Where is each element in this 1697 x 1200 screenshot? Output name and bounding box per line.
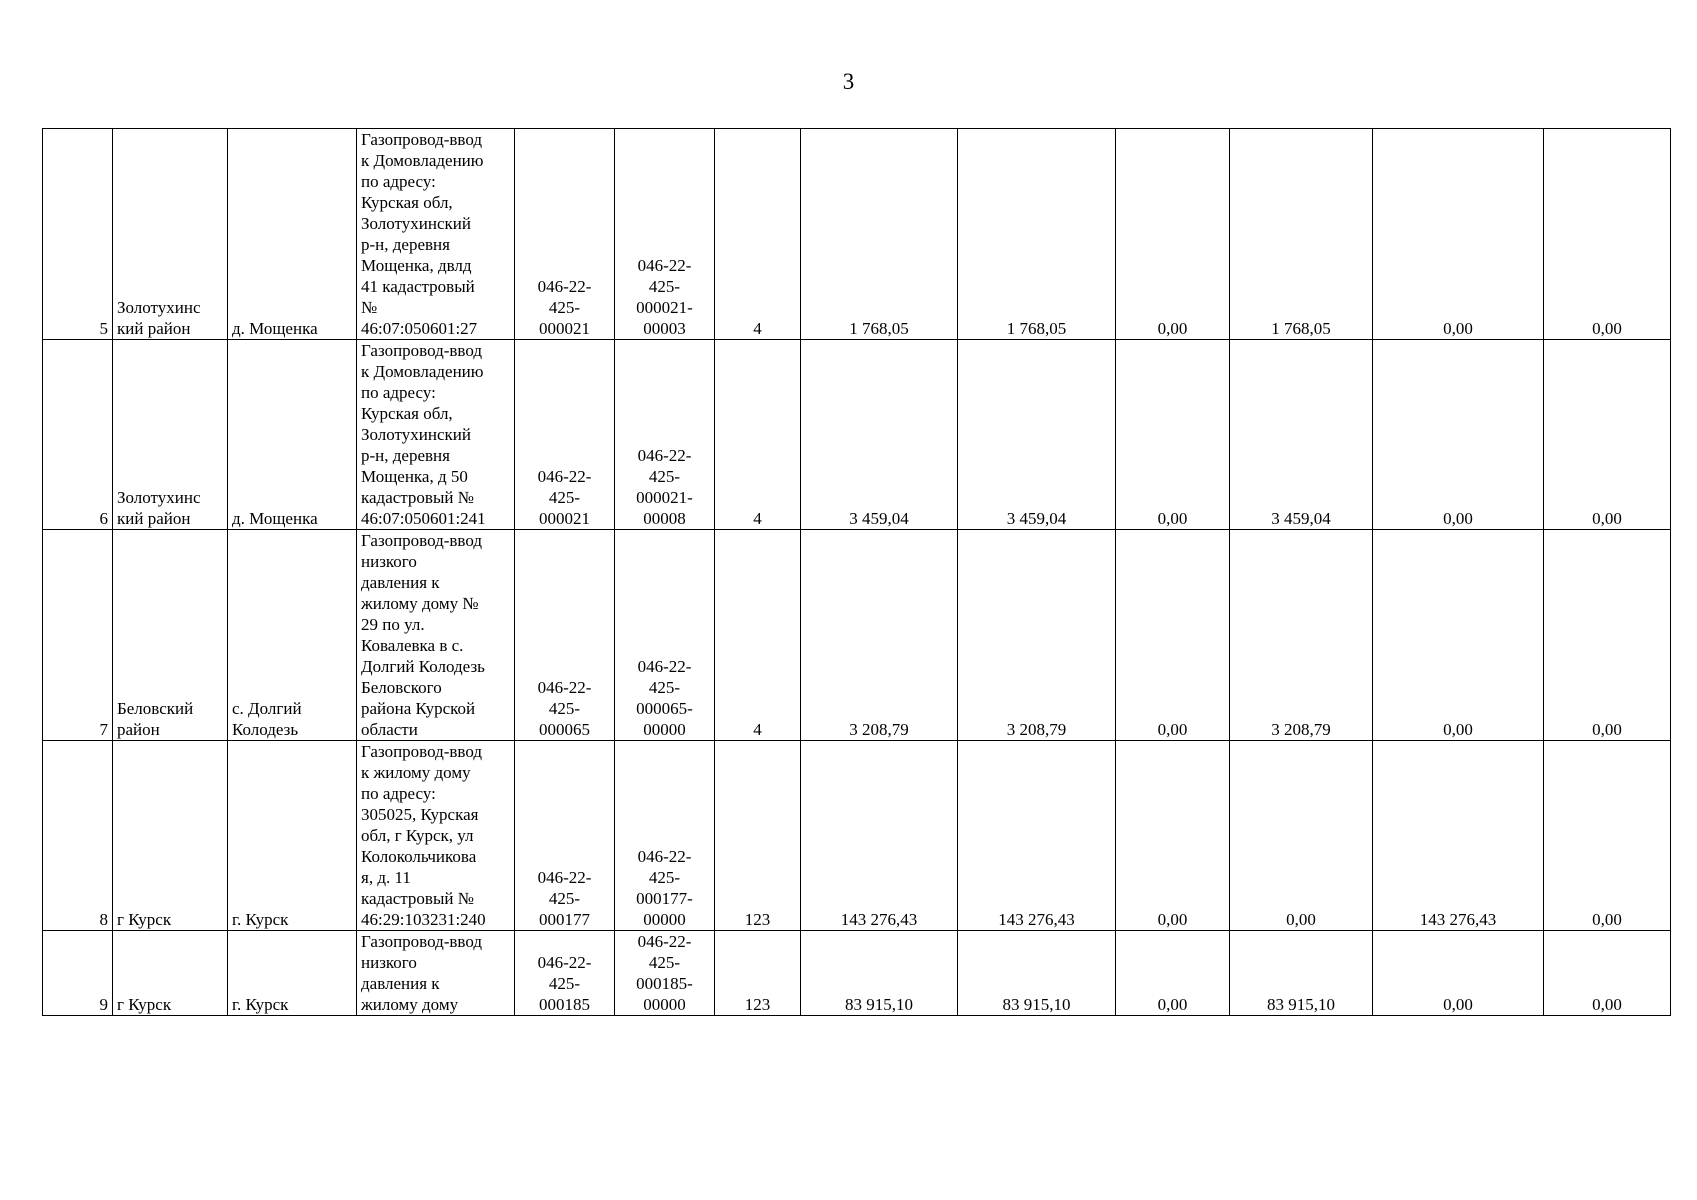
element-code-cell: 046-22- 425- 000177- 00000: [615, 741, 715, 931]
object-code-cell: 046-22- 425- 000185: [515, 931, 615, 1016]
object-name-cell: Газопровод-ввод к Домовладению по адресу: Курская обл, Золотухинский р-н, деревня Мощенка, д 50 кадастровый № 46:07:050601:241: [357, 340, 515, 530]
district-cell: Золотухинс кий район: [113, 340, 228, 530]
value-cell: 83 915,10: [958, 931, 1116, 1016]
value-cell: 3 459,04: [1230, 340, 1373, 530]
element-code-cell: 046-22- 425- 000021- 00008: [615, 340, 715, 530]
value-cell: 4: [715, 530, 801, 741]
object-name-cell: Газопровод-ввод низкого давления к жилому дому: [357, 931, 515, 1016]
value-cell: 0,00: [1116, 340, 1230, 530]
locality-cell: д. Мощенка: [228, 129, 357, 340]
value-cell: 0,00: [1544, 340, 1671, 530]
district-cell: г Курск: [113, 931, 228, 1016]
value-cell: 123: [715, 741, 801, 931]
value-cell: 3 459,04: [801, 340, 958, 530]
value-cell: 0,00: [1544, 741, 1671, 931]
locality-cell: с. Долгий Колодезь: [228, 530, 357, 741]
value-cell: 0,00: [1230, 741, 1373, 931]
row-number: 6: [43, 340, 113, 530]
row-number: 9: [43, 931, 113, 1016]
locality-cell: г. Курск: [228, 931, 357, 1016]
value-cell: 0,00: [1544, 129, 1671, 340]
district-cell: Золотухинс кий район: [113, 129, 228, 340]
table-row: [43, 129, 1671, 340]
value-cell: 0,00: [1373, 931, 1544, 1016]
page-number: 3: [842, 69, 855, 94]
row-number: 5: [43, 129, 113, 340]
value-cell: 0,00: [1373, 340, 1544, 530]
object-code-cell: 046-22- 425- 000021: [515, 129, 615, 340]
object-code-cell: 046-22- 425- 000021: [515, 340, 615, 530]
value-cell: 0,00: [1116, 931, 1230, 1016]
value-cell: 0,00: [1116, 129, 1230, 340]
table-row: [43, 741, 1671, 931]
value-cell: 0,00: [1544, 931, 1671, 1016]
element-code-cell: 046-22- 425- 000185- 00000: [615, 931, 715, 1016]
value-cell: 4: [715, 129, 801, 340]
value-cell: 143 276,43: [801, 741, 958, 931]
value-cell: 0,00: [1116, 741, 1230, 931]
value-cell: 3 208,79: [801, 530, 958, 741]
registry-table: [42, 128, 1671, 1016]
value-cell: 3 208,79: [1230, 530, 1373, 741]
value-cell: 1 768,05: [801, 129, 958, 340]
table-row: [43, 340, 1671, 530]
row-number: 8: [43, 741, 113, 931]
object-name-cell: Газопровод-ввод к жилому дому по адресу: 305025, Курская обл, г Курск, ул Колокольчикова я, д. 11 кадастровый № 46:29:103231:240: [357, 741, 515, 931]
row-number: 7: [43, 530, 113, 741]
element-code-cell: 046-22- 425- 000065- 00000: [615, 530, 715, 741]
value-cell: 3 208,79: [958, 530, 1116, 741]
district-cell: г Курск: [113, 741, 228, 931]
value-cell: 0,00: [1373, 129, 1544, 340]
object-name-cell: Газопровод-ввод к Домовладению по адресу: Курская обл, Золотухинский р-н, деревня Мощенка, двлд 41 кадастровый № 46:07:050601:27: [357, 129, 515, 340]
object-name-cell: Газопровод-ввод низкого давления к жилому дому № 29 по ул. Ковалевка в с. Долгий Колодезь Беловского района Курской области: [357, 530, 515, 741]
value-cell: 0,00: [1373, 530, 1544, 741]
value-cell: 3 459,04: [958, 340, 1116, 530]
value-cell: 143 276,43: [1373, 741, 1544, 931]
value-cell: 123: [715, 931, 801, 1016]
object-code-cell: 046-22- 425- 000065: [515, 530, 615, 741]
table-row: [43, 931, 1671, 1016]
district-cell: Беловский район: [113, 530, 228, 741]
value-cell: 83 915,10: [1230, 931, 1373, 1016]
value-cell: 4: [715, 340, 801, 530]
value-cell: 1 768,05: [1230, 129, 1373, 340]
table-row: [43, 530, 1671, 741]
value-cell: 83 915,10: [801, 931, 958, 1016]
element-code-cell: 046-22- 425- 000021- 00003: [615, 129, 715, 340]
locality-cell: д. Мощенка: [228, 340, 357, 530]
object-code-cell: 046-22- 425- 000177: [515, 741, 615, 931]
value-cell: 0,00: [1544, 530, 1671, 741]
value-cell: 1 768,05: [958, 129, 1116, 340]
value-cell: 0,00: [1116, 530, 1230, 741]
value-cell: 143 276,43: [958, 741, 1116, 931]
locality-cell: г. Курск: [228, 741, 357, 931]
